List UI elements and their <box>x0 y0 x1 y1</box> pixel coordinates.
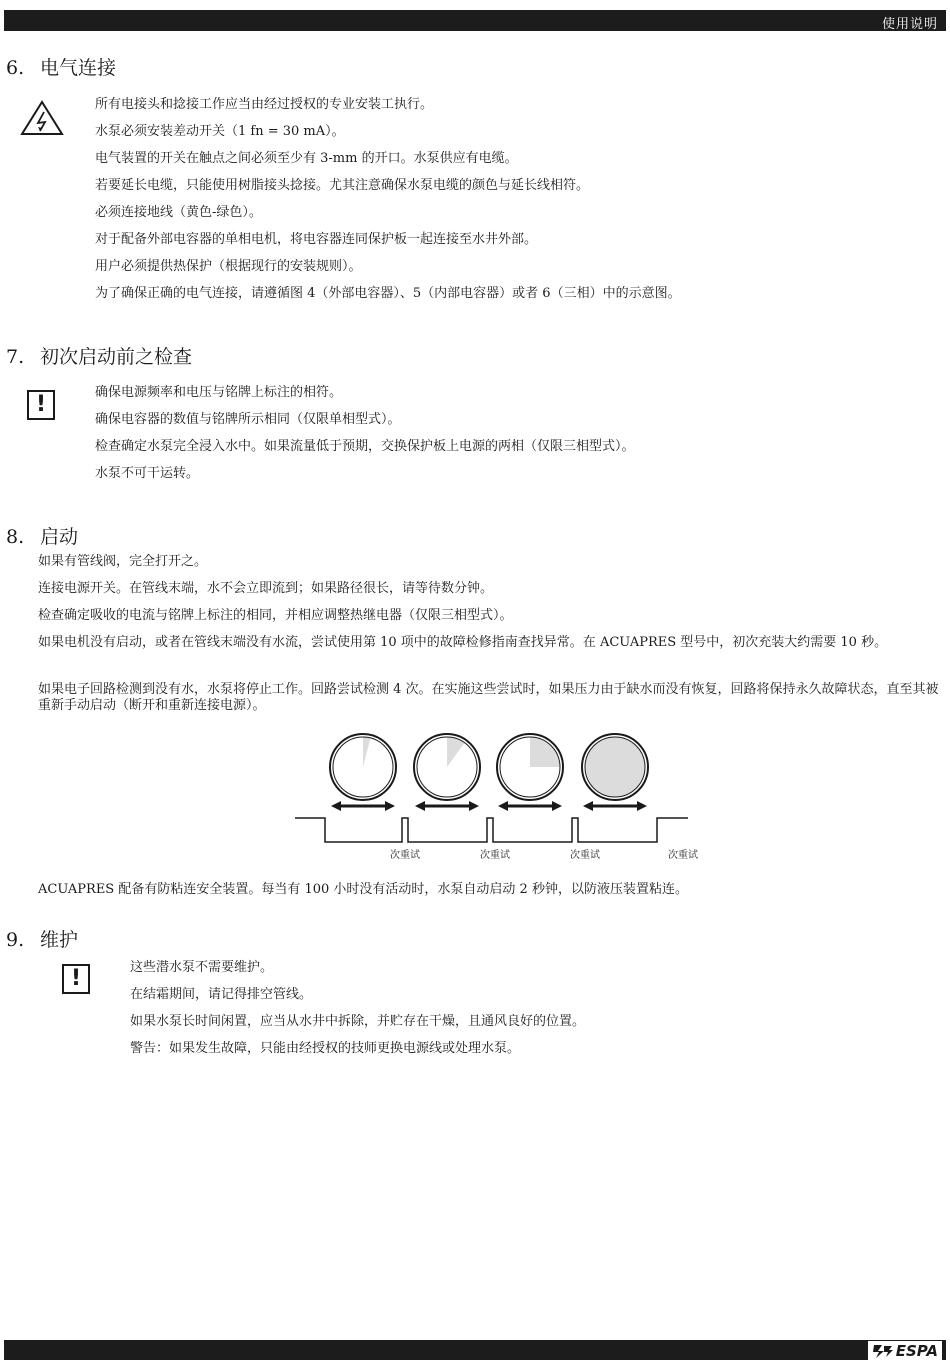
section-6-line: 电气装置的开关在触点之间必须至少有 3-mm 的开口。水泵供应有电缆。 <box>95 151 518 166</box>
section-6-heading <box>6 53 116 80</box>
section-6-line: 所有电接头和捻接工作应当由经过授权的专业安装工执行。 <box>95 97 434 112</box>
retry-label: 次重试 <box>390 850 420 861</box>
header-title: 使用说明 <box>881 17 938 32</box>
retry-label: 次重试 <box>480 850 510 861</box>
section-9-line: 警告：如果发生故障，只能由经授权的技师更换电源线或处理水泵。 <box>130 1041 521 1056</box>
electrical-hazard-icon <box>20 100 64 136</box>
section-6-line: 用户必须提供热保护（根据现行的安装规则）。 <box>95 259 362 274</box>
section-8-paragraph: 如果有管线阀，完全打开之。 <box>38 554 208 569</box>
footer-bar <box>4 1340 946 1360</box>
header-bar <box>4 10 946 31</box>
arrow-left-icon <box>498 801 508 811</box>
section-6-title: 电气连接 <box>40 57 117 79</box>
section-6-number: 6. <box>6 57 25 79</box>
arrow-right-icon <box>469 801 479 811</box>
section-9-line: 这些潜水泵不需要维护。 <box>130 960 274 975</box>
section-7-title: 初次启动前之检查 <box>40 346 193 368</box>
retry-diagram <box>290 730 710 870</box>
section-9-line: 在结霜期间，请记得排空管线。 <box>130 987 313 1002</box>
arrow-right-icon <box>385 801 395 811</box>
section-8-paragraph: 如果电子回路检测到没有水，水泵将停止工作。回路尝试检测 4 次。在实施这些尝试时，如果压力由于缺水而没有恢复，回路将保持永久故障状态，直至其被重新手动启动（断开和重新连接电源）。 <box>38 682 939 713</box>
section-8-title: 启动 <box>40 526 79 548</box>
section-9-heading <box>6 925 78 952</box>
arrow-right-icon <box>637 801 647 811</box>
section-8-note: ACUAPRES 配备有防粘连安全装置。每当有 100 小时没有活动时，水泵自动启动 2 秒钟，以防液压装置粘连。 <box>38 882 688 897</box>
section-7-line: 检查确定水泵完全浸入水中。如果流量低于预期，交换保护板上电源的两相（仅限三相型式）。 <box>95 439 635 454</box>
brand-name: ESPA <box>895 1342 938 1360</box>
section-8-number: 8. <box>6 526 25 548</box>
section-8-paragraph: 连接电源开关。在管线末端，水不会立即流到；如果路径很长，请等待数分钟。 <box>38 581 494 596</box>
caution-icon: ! <box>27 390 55 420</box>
arrow-left-icon <box>331 801 341 811</box>
pump-cycle-waveform <box>295 818 688 842</box>
caution-icon: ! <box>62 964 90 994</box>
espa-logo-icon <box>872 1343 894 1359</box>
arrow-left-icon <box>583 801 593 811</box>
section-7-line: 确保电容器的数值与铭牌所示相同（仅限单相型式）。 <box>95 412 401 427</box>
section-9-number: 9. <box>6 929 25 951</box>
section-9-title: 维护 <box>40 929 79 951</box>
section-6-line: 必须连接地线（黄色-绿色）。 <box>95 205 262 220</box>
espa-logo <box>868 1341 942 1361</box>
section-8-paragraph: 如果电机没有启动，或者在管线末端没有水流，尝试使用第 10 项中的故障检修指南查找异常。在 ACUAPRES 型号中，初次充装大约需要 10 秒。 <box>38 635 888 650</box>
section-9-line: 如果水泵长时间闲置，应当从水井中拆除，并贮存在干燥，且通风良好的位置。 <box>130 1014 586 1029</box>
section-6-line: 若要延长电缆，只能使用树脂接头捻接。尤其注意确保水泵电缆的颜色与延长线相符。 <box>95 178 590 193</box>
section-7-line: 确保电源频率和电压与铭牌上标注的相符。 <box>95 385 343 400</box>
section-7-number: 7. <box>6 346 25 368</box>
retry-label: 次重试 <box>668 850 698 861</box>
section-6-line: 水泵必须安装差动开关（1 fn = 30 mA）。 <box>95 124 345 139</box>
section-6-line: 为了确保正确的电气连接，请遵循图 4（外部电容器）、5（内部电容器）或者 6（三相）中的示意图。 <box>95 286 681 301</box>
section-8-paragraph: 检查确定吸收的电流与铭牌上标注的相同，并相应调整热继电器（仅限三相型式）。 <box>38 608 513 623</box>
retry-label: 次重试 <box>570 850 600 861</box>
section-7-line: 水泵不可干运转。 <box>95 466 200 481</box>
section-8-heading <box>6 522 78 549</box>
arrow-right-icon <box>552 801 562 811</box>
section-6-line: 对于配备外部电容器的单相电机，将电容器连同保护板一起连接至水井外部。 <box>95 232 538 247</box>
arrow-left-icon <box>415 801 425 811</box>
section-7-heading <box>6 342 192 369</box>
